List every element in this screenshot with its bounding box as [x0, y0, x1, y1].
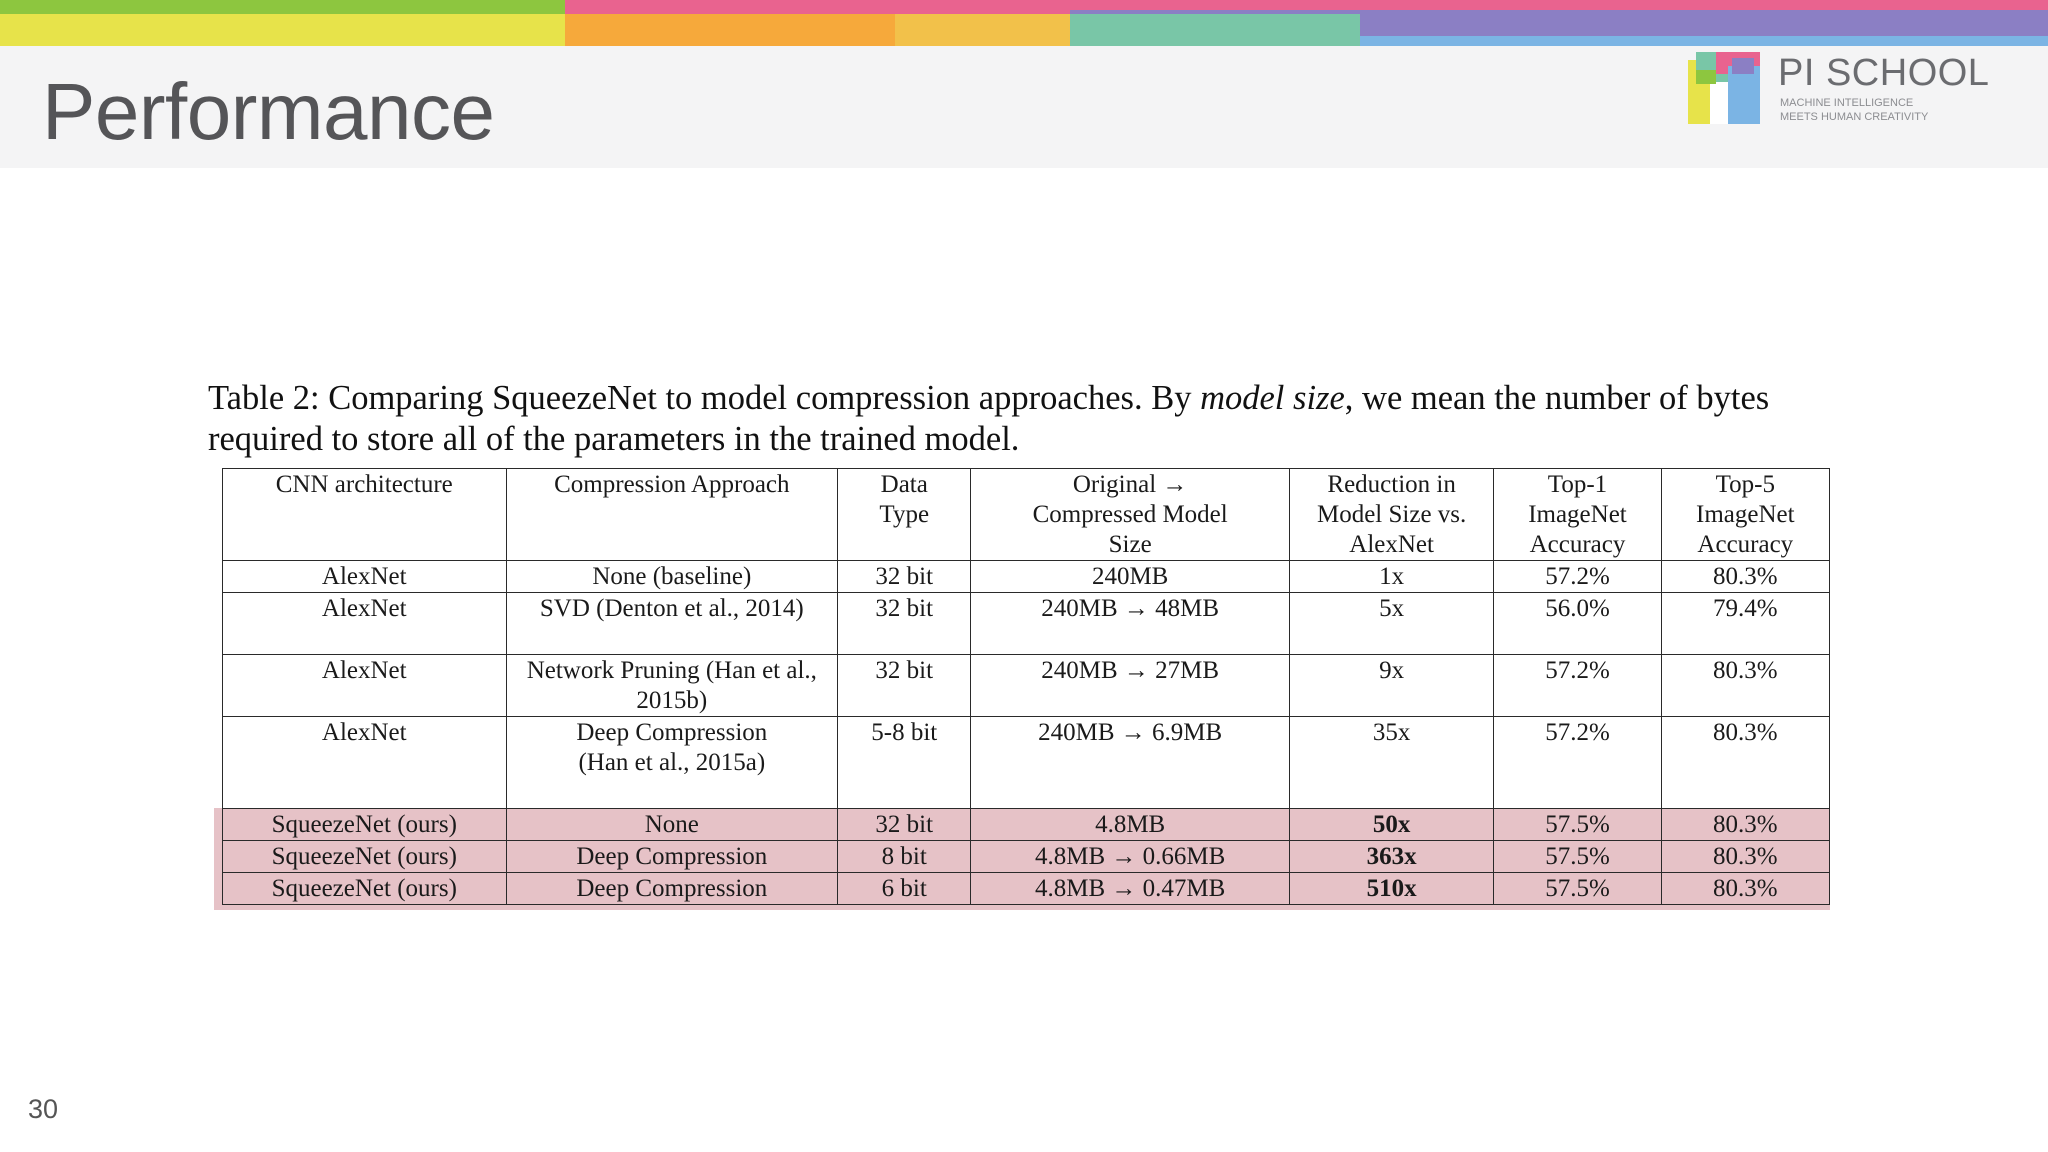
- cell-top5: 80.3%: [1661, 809, 1829, 841]
- caption-emphasis: model size: [1200, 379, 1345, 417]
- cell-model-size: 4.8MB → 0.47MB: [971, 873, 1290, 905]
- cell-top1: 57.2%: [1494, 561, 1661, 593]
- header-model-size: Original → Compressed Model Size: [971, 469, 1290, 561]
- cell-architecture: AlexNet: [223, 717, 507, 809]
- cell-top1: 56.0%: [1494, 593, 1661, 655]
- cell-data-type: 32 bit: [838, 655, 971, 717]
- header-cnn-architecture: CNN architecture: [223, 469, 507, 561]
- cell-approach: Deep Compression: [506, 873, 838, 905]
- header-top1: Top-1 ImageNet Accuracy: [1494, 469, 1661, 561]
- header-data-type: Data Type: [838, 469, 971, 561]
- cell-approach: None: [506, 809, 838, 841]
- cell-architecture: SqueezeNet (ours): [223, 841, 507, 873]
- cell-reduction: 35x: [1289, 717, 1493, 809]
- cell-architecture: AlexNet: [223, 561, 507, 593]
- cell-approach: None (baseline): [506, 561, 838, 593]
- pi-school-logo-icon: [1688, 52, 1760, 124]
- cell-top1: 57.2%: [1494, 655, 1661, 717]
- cell-model-size: 240MB → 27MB: [971, 655, 1290, 717]
- cell-reduction: 5x: [1289, 593, 1493, 655]
- table-row-highlighted: [223, 809, 1830, 841]
- header-compression-approach: Compression Approach: [506, 469, 838, 561]
- cell-reduction: 510x: [1289, 873, 1493, 905]
- cell-model-size: 4.8MB: [971, 809, 1290, 841]
- cell-top1: 57.2%: [1494, 717, 1661, 809]
- cell-top5: 80.3%: [1661, 873, 1829, 905]
- table-row: [223, 717, 1830, 809]
- cell-top5: 79.4%: [1661, 593, 1829, 655]
- cell-architecture: SqueezeNet (ours): [223, 809, 507, 841]
- cell-top5: 80.3%: [1661, 655, 1829, 717]
- cell-data-type: 6 bit: [838, 873, 971, 905]
- cell-top5: 80.3%: [1661, 841, 1829, 873]
- logo-tagline: [1780, 96, 1928, 124]
- cell-approach: Deep Compression (Han et al., 2015a): [506, 717, 838, 809]
- logo-tagline-line2: MEETS HUMAN CREATIVITY: [1780, 111, 1929, 123]
- header-reduction: Reduction in Model Size vs. AlexNet: [1289, 469, 1493, 561]
- cell-top5: 80.3%: [1661, 561, 1829, 593]
- cell-reduction: 363x: [1289, 841, 1493, 873]
- cell-data-type: 32 bit: [838, 593, 971, 655]
- table-row: [223, 593, 1830, 655]
- cell-approach: SVD (Denton et al., 2014): [506, 593, 838, 655]
- table-row-highlighted: [223, 873, 1830, 905]
- cell-data-type: 8 bit: [838, 841, 971, 873]
- cell-top5: 80.3%: [1661, 717, 1829, 809]
- cell-model-size: 240MB: [971, 561, 1290, 593]
- cell-model-size: 4.8MB → 0.66MB: [971, 841, 1290, 873]
- cell-reduction: 1x: [1289, 561, 1493, 593]
- logo-name: PI SCHOOL: [1778, 52, 1990, 94]
- table-row-highlighted: [223, 841, 1830, 873]
- cell-reduction: 50x: [1289, 809, 1493, 841]
- top-color-stripe: [0, 0, 2048, 46]
- cell-reduction: 9x: [1289, 655, 1493, 717]
- table-header-row: [223, 469, 1830, 561]
- caption-part1: Table 2: Comparing SqueezeNet to model compression approaches. By: [208, 379, 1201, 417]
- cell-architecture: AlexNet: [223, 655, 507, 717]
- header-top5: Top-5 ImageNet Accuracy: [1661, 469, 1829, 561]
- cell-top1: 57.5%: [1494, 873, 1661, 905]
- cell-data-type: 5-8 bit: [838, 717, 971, 809]
- comparison-table: [222, 468, 1830, 905]
- table-caption: [208, 378, 1848, 460]
- slide-title: Performance: [42, 67, 495, 156]
- cell-model-size: 240MB → 6.9MB: [971, 717, 1290, 809]
- pi-school-logo: [1688, 52, 1988, 132]
- cell-data-type: 32 bit: [838, 809, 971, 841]
- page-number: 30: [28, 1094, 59, 1124]
- cell-top1: 57.5%: [1494, 841, 1661, 873]
- cell-architecture: SqueezeNet (ours): [223, 873, 507, 905]
- cell-architecture: AlexNet: [223, 593, 507, 655]
- logo-tagline-line1: MACHINE INTELLIGENCE: [1780, 97, 1914, 109]
- cell-data-type: 32 bit: [838, 561, 971, 593]
- table-row: [223, 655, 1830, 717]
- cell-top1: 57.5%: [1494, 809, 1661, 841]
- cell-approach: Network Pruning (Han et al., 2015b): [506, 655, 838, 717]
- table-row: [223, 561, 1830, 593]
- cell-approach: Deep Compression: [506, 841, 838, 873]
- caption-part2: , we mean the number of bytes required to store all of the parameters in the trained model.: [208, 379, 1770, 458]
- cell-model-size: 240MB → 48MB: [971, 593, 1290, 655]
